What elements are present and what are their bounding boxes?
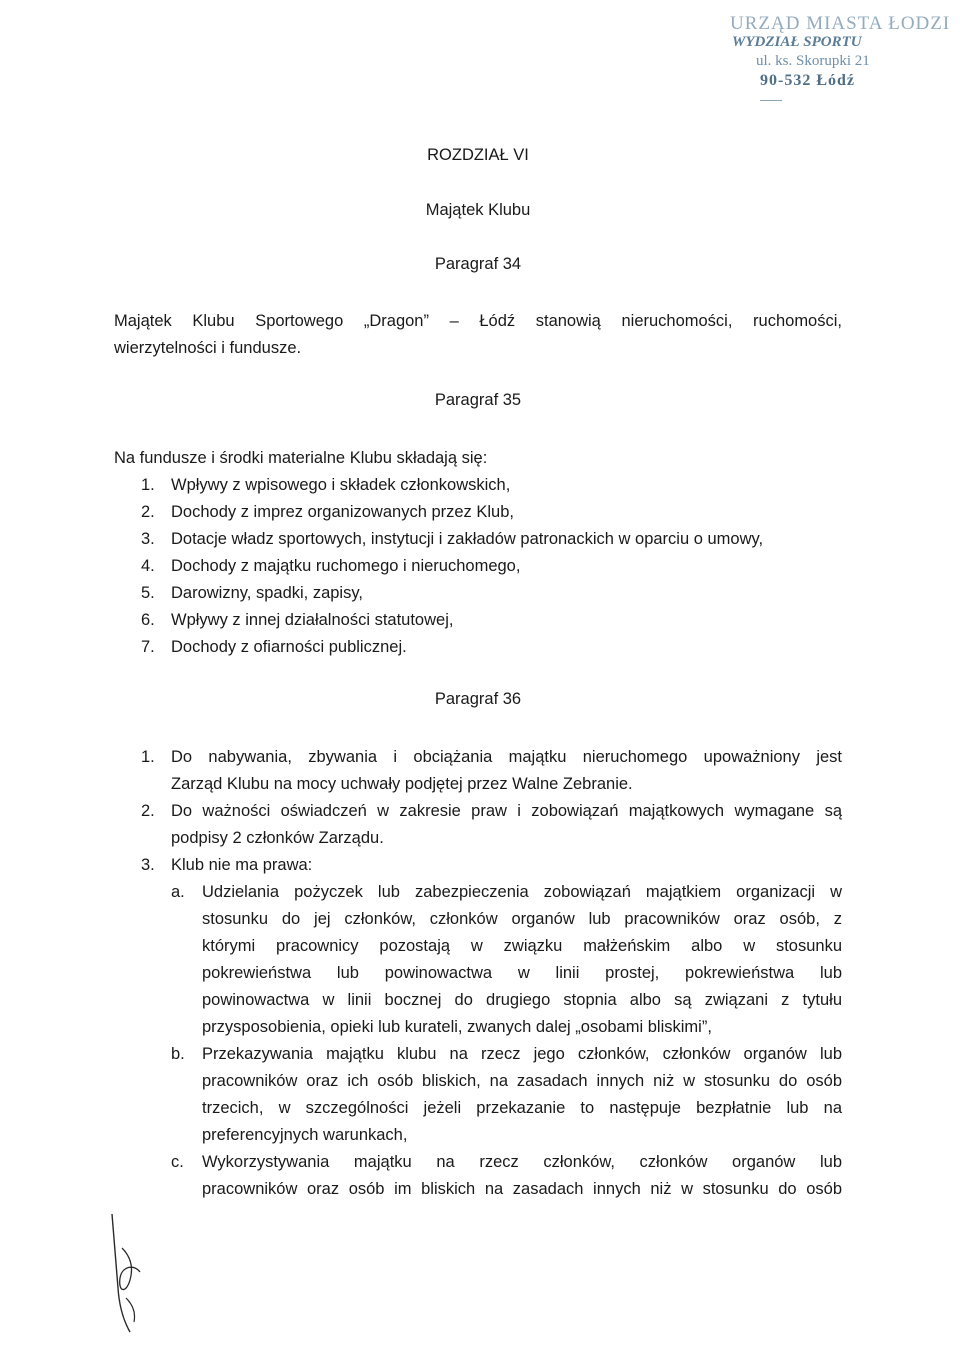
paragraph-36-item-1-line-2: Zarząd Klubu na mocy uchwały podjętej przez Walne Zebranie. <box>171 775 633 793</box>
paragraph-36-heading: Paragraf 36 <box>434 690 522 708</box>
stamp-line-2: WYDZIAŁ SPORTU <box>732 34 862 50</box>
list-item-text: Dochody z majątku ruchomego i nieruchomego, <box>171 557 521 575</box>
list-item-text: Darowizny, spadki, zapisy, <box>171 584 363 602</box>
sub-item-b-line: trzecich, w szczególności jeżeli przekazanie to następuje bezpłatnie lub na <box>202 1099 842 1117</box>
sub-item-c-line: Wykorzystywania majątku na rzecz członków, członków organów lub <box>202 1153 842 1171</box>
list-item-number: 7. <box>141 638 155 656</box>
paragraph-34-line-2: wierzytelności i fundusze. <box>114 339 302 357</box>
paragraph-36-item-2-line-1: Do ważności oświadczeń w zakresie praw i zobowiązań majątkowych wymagane są <box>171 802 842 820</box>
paragraph-34-line-1: Majątek Klubu Sportowego „Dragon” – Łódź stanowią nieruchomości, ruchomości, <box>114 312 842 330</box>
signature-initials <box>100 1208 160 1338</box>
list-item-text: Klub nie ma prawa: <box>171 856 313 874</box>
list-item-text: Dochody z imprez organizowanych przez Klub, <box>171 503 514 521</box>
paragraph-34-heading: Paragraf 34 <box>434 255 522 273</box>
list-item-number: 1. <box>141 476 155 494</box>
chapter-title: Majątek Klubu <box>425 201 531 219</box>
list-item-number: 2. <box>141 802 155 820</box>
list-item-number: 5. <box>141 584 155 602</box>
list-item-number: 1. <box>141 748 155 766</box>
list-item-number: 6. <box>141 611 155 629</box>
list-item-number: 2. <box>141 503 155 521</box>
list-item-number: 3. <box>141 530 155 548</box>
sub-item-a-line: pokrewieństwa lub powinowactwa w linii prostej, pokrewieństwa lub <box>202 964 842 982</box>
stamp-line-1: URZĄD MIASTA ŁODZI <box>730 13 951 34</box>
list-item-number: 4. <box>141 557 155 575</box>
sub-item-a-line: powinowactwa w linii bocznej do drugiego stopnia albo są związani z tytułu <box>202 991 842 1009</box>
paragraph-36-item-2-line-2: podpisy 2 członków Zarządu. <box>171 829 384 847</box>
sub-item-b-line: pracowników oraz ich osób bliskich, na zasadach innych niż w stosunku do osób <box>202 1072 842 1090</box>
chapter-heading: ROZDZIAŁ VI <box>427 146 529 164</box>
sub-item-a-line: przysposobienia, opieki lub kurateli, zwanych dalej „osobami bliskimi”, <box>202 1018 712 1036</box>
list-item-text: Dochody z ofiarności publicznej. <box>171 638 407 656</box>
office-stamp <box>730 13 951 90</box>
stamp-underline <box>760 100 782 101</box>
sub-item-b-line: Przekazywania majątku klubu na rzecz jego członków, członków organów lub <box>202 1045 842 1063</box>
list-item-text: Wpływy z wpisowego i składek członkowskich, <box>171 476 511 494</box>
sub-item-a-line: Udzielania pożyczek lub zabezpieczenia zobowiązań majątkiem organizacji w <box>202 883 842 901</box>
sub-item-c-line: pracowników oraz osób im bliskich na zasadach innych niż w stosunku do osób <box>202 1180 842 1198</box>
paragraph-35-intro: Na fundusze i środki materialne Klubu składają się: <box>114 449 488 467</box>
list-item-text: Wpływy z innej działalności statutowej, <box>171 611 454 629</box>
sub-item-a-line: stosunku do jej członków, członków organów lub pracowników oraz osób, z <box>202 910 842 928</box>
sub-item-a-line: którymi pracownicy pozostają w związku małżeńskim albo w stosunku <box>202 937 842 955</box>
paragraph-35-heading: Paragraf 35 <box>434 391 522 409</box>
stamp-line-4: 90-532 Łódź <box>760 72 855 89</box>
list-item-number: 3. <box>141 856 155 874</box>
stamp-line-3: ul. ks. Skorupki 21 <box>756 53 870 69</box>
sub-item-b-line: preferencyjnych warunkach, <box>202 1126 408 1144</box>
list-item-text: Dotacje władz sportowych, instytucji i zakładów patronackich w oparciu o umowy, <box>171 530 764 548</box>
paragraph-36-item-1-line-1: Do nabywania, zbywania i obciążania majątku nieruchomego upoważniony jest <box>171 748 842 766</box>
